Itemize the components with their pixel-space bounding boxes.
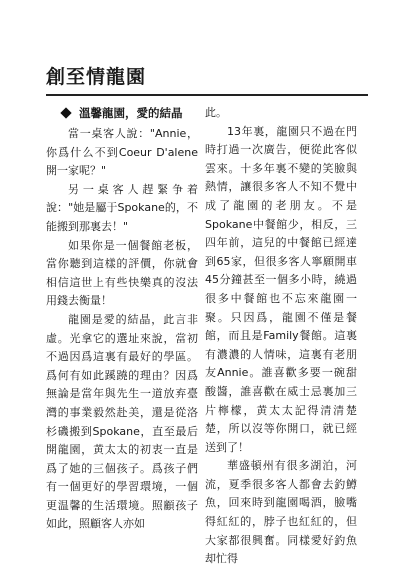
- left-column: [46, 104, 198, 534]
- section-heading: [46, 104, 198, 122]
- title-divider: [46, 94, 368, 96]
- paragraph: 如果你是一個餐館老板，當你聽到這樣的評價，你就會相信這世上有些快樂真的沒法用錢去衡量！: [46, 238, 198, 308]
- paragraph: 龍園是愛的結晶，此言非虛。光拿它的選址來說，當初不過因爲這裏有最好的學區。爲何有如此蹊蹺的理由？因爲無論是當年與先生一道放弃臺灣的事業毅然赴美，還是從洛杉磯搬到Spokane，直至最后開龍園，黄太太的初衷一直是爲了她的三個孩子。爲孩子們有一個更好的學習環境，一個更温馨的生活環境。照顧孩子如此，照顧客人亦如: [46, 312, 198, 531]
- page-title: 創至情龍園: [46, 66, 147, 88]
- right-column: [205, 104, 357, 569]
- paragraph: 當一桌客人說："Annie，你爲什么不到Coeur D'alene開一家呢？": [46, 127, 198, 178]
- paragraph: 13年裏，龍園只不過在門時打過一次廣告，便從此客似雲來。十多年裏不變的笑臉與熱情，讓很多客人不知不覺中成了龍園的老朋友。不是Spokane中餐館少，相反，三四年前，這兒的中餐館已經達到65家，但很多客人寧願開車45分鐘甚至一個多小時，繞過很多中餐館也不忘來龍園一聚。只因爲，龍園不僅是餐館，而且是Family餐館。這裏有濃濃的人情味，這裏有老朋友Annie。誰喜歡多要一碗甜酸醬，誰喜歡在威士忌裏加三片檸檬，黄太太記得清清楚楚，所以沒等你開口，就已經送到了！: [205, 124, 357, 454]
- section-heading-text: 溫馨龍園，愛的結晶: [79, 106, 183, 120]
- paragraph-continuation: 此。: [205, 106, 227, 119]
- diamond-bullet-icon: [60, 107, 71, 118]
- paragraph: 華盛頓州有很多湖泊，河流，夏季很多客人都會去釣鱒魚，回來時到龍園喝酒，臉嘴得紅紅的，脖子也紅紅的，但大家都很興奮。同樣愛好釣魚却忙得: [205, 459, 357, 566]
- paragraph: 另一桌客人趕緊争着說："她是屬于Spokane的，不能搬到那裏去！": [46, 182, 198, 233]
